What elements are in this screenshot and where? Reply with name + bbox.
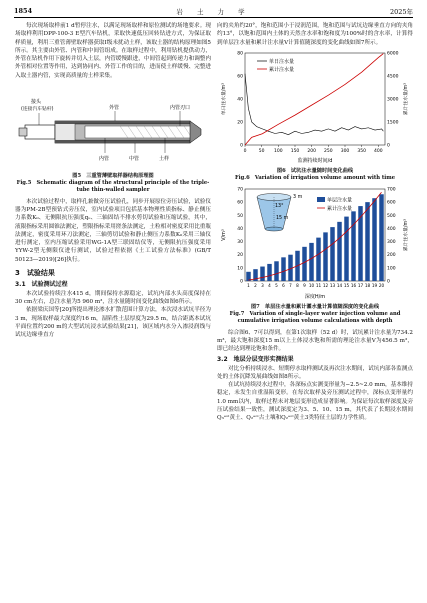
y-tick-label: 30 — [237, 239, 243, 245]
x-tick-label: 14 — [336, 282, 343, 288]
bar-single-layer — [281, 257, 285, 281]
x-tick-label: 8 — [296, 282, 299, 288]
y2-tick-label: 400 — [387, 226, 396, 232]
label-mid-tube: 中管 — [129, 155, 140, 162]
x-tick-label: 250 — [324, 148, 333, 154]
x-tick-label: 3 — [261, 282, 264, 288]
figure-7-caption-cn: 图7 单层注水量和累计灌水量计算值随深度的变化曲线 — [250, 303, 380, 310]
y-tick-label: 10 — [237, 266, 243, 272]
figure-5-sampler-diagram — [15, 83, 211, 171]
x-tick-label: 2 — [254, 282, 257, 288]
irrigation-time-chart — [217, 47, 413, 167]
legend-cumulative: 累计注水量 — [327, 205, 353, 212]
bar-single-layer — [267, 264, 271, 281]
bar-single-layer — [323, 232, 327, 281]
x-tick-label: 15 — [343, 282, 350, 288]
label-soil-sample: 土样 — [159, 155, 170, 162]
bar-single-layer — [330, 227, 334, 281]
page-header — [14, 7, 413, 17]
y-axis-label-right: 累计注水量/m³ — [404, 82, 409, 115]
y-tick-label: 60 — [237, 200, 243, 206]
journal-title: 岩 土 力 学 — [176, 8, 251, 16]
y-axis-label-left: 单日注水量/m³ — [222, 82, 227, 115]
label-outer-tube: 外管 — [109, 104, 120, 111]
page-number: 1854 — [14, 7, 33, 15]
figure-7-caption-en: Fig.7 Variation of single-layer water injection volume and cumulative irrigation volume calculations with depth — [229, 310, 401, 324]
x-tick-label: 13 — [329, 282, 336, 288]
journal-year: 2025年 — [389, 8, 413, 16]
x-tick-label: 400 — [374, 148, 383, 154]
x-tick-label: 7 — [289, 282, 292, 288]
injection-depth-chart — [217, 185, 413, 303]
x-tick-label: 300 — [340, 148, 350, 154]
x-tick-label: 20 — [378, 282, 385, 288]
y-tick-label: 40 — [237, 226, 243, 232]
figure-6-caption-cn: 图6 试坑注水量随时间变化曲线 — [276, 167, 354, 174]
x-axis-label: 深度H/m — [304, 293, 326, 300]
x-tick-label: 17 — [357, 282, 364, 288]
cone-angle-label: 13° — [275, 203, 284, 209]
y-tick-label: 70 — [237, 187, 243, 193]
label-inner-cutting-edge: 内管刃口 — [170, 104, 191, 111]
x-axis-label: 监测持续时间/d — [297, 157, 333, 164]
bar-single-layer — [344, 216, 348, 280]
x-tick-label: 12 — [322, 282, 329, 288]
y2-tick-label: 0 — [387, 279, 390, 285]
y2-tick-label: 4500 — [387, 74, 399, 80]
cone-top-label: 3 m — [293, 194, 303, 200]
cone-inset — [257, 193, 303, 231]
x-tick-label: 150 — [290, 148, 300, 154]
figure-6-caption-en: Fig.6 Variation of irrigation volume amount with time — [235, 174, 395, 181]
paragraph: 本次试验持续注水415 d，期间保持水源稳定，试坑内部水头高度保持在30 cm左右，总注水量为5 960 m³，注水量随时间变化曲线如图6所示。 — [15, 290, 211, 305]
y2-tick-label: 6000 — [387, 51, 399, 57]
sampler-diagram — [15, 83, 211, 171]
x-tick-label: 200 — [307, 148, 316, 154]
section-heading-3-2: 3.2 地层分层变形实测结果 — [217, 355, 294, 363]
y2-tick-label: 1500 — [387, 120, 399, 126]
x-tick-label: 9 — [303, 282, 306, 288]
bar-single-layer — [351, 211, 355, 281]
x-tick-label: 6 — [282, 282, 285, 288]
paragraph: 对比分析持续浸水、短期停水取样测试及再次注水期间，试坑内部各监测点处的土体沉降发展曲线如图8所示。 — [217, 365, 413, 380]
x-tick-label: 18 — [364, 282, 371, 288]
paragraph: 综合图6、7可以得到，在第1次取样（52 d）时，试坑累计注水量为734.2 m³，最大饱和深度15 m以上土体浸水饱和所需的理论注水量V为456.5 m³，即已经达到理论饱和条件。 — [217, 329, 413, 353]
bar-single-layer — [379, 194, 383, 281]
bar-single-layer — [260, 266, 264, 280]
y2-tick-label: 100 — [387, 266, 396, 272]
y2-tick-label: 700 — [387, 187, 396, 193]
header-rule — [14, 17, 413, 18]
y-tick-label: 60 — [237, 74, 243, 80]
figure-7-chart — [217, 185, 413, 303]
paragraph: 依据梁庆国等[20]所提出理论渗水扩散范围计算方法，本次浸水试坑半径为3 m，现场取样最大深度约16 m，湿陷性土层厚度为29.5 m，结合距离本试坑平面位置约200 m的大型试坑浸水试验结果[21]，该区域内水分入渗浸润线与试坑边缘垂直方 — [15, 307, 211, 338]
section-heading-3-1: 3.1 试验测试过程 — [15, 280, 68, 288]
y2-tick-label: 500 — [387, 213, 396, 219]
bar-single-layer — [274, 261, 278, 281]
paragraph: 本次试验过程中，取样孔兼做旁压试验孔，同步开展原位旁压试验，试验仪器为PM-2B型预钻式旁压仪，室内试验项目包括基本物理性质指标、静止侧压力系数K₀、无侧限抗压强度qᵤ、三轴固结不排水剪切试验和压缩试验，其中，液限指标采用圆锥法测定，塑限指标采用搓条法测定，土粒相对密度采用比重瓶法测定，密度采用环刀法测定，三轴剪切试验和静止侧压力系数K₀采用三轴仪进行测定，室内压缩试验采用WG-1A型三联固结仪等，无侧限抗压强度采用YYW-2型无侧限仪进行测试，试验过程依据《土工试验方法标准》(GB/T 50123—2019)[26]执行。 — [15, 198, 211, 263]
x-tick-label: 50 — [258, 148, 265, 154]
right-column — [217, 22, 413, 422]
paragraph: 每次现场取样前1 d暂停注水，以满足现场取样和原位测试的场地要求。现场取样利用DPP-100-3 E型汽车钻机，采取快速低压回转钻进方式，为保证取样质量，利用三重管薄壁取样器获取Ⅰ级未扰动土样，该取土器的结构原理如图5所示。其主要由外管、内管和中间管组成。在取样过程中，利用钻机提供动力，外管在钻机作用下旋转并切入土层，内管缓慢跟进，中间管起到传递力和调整内外管相对位置等作用，达到协同内、外管工作的目的，进而使土样缓慢、完整进入取土器内管，实现高质量的土样采集。 — [15, 23, 211, 79]
bar-single-layer — [365, 202, 369, 281]
legend-single-layer: 单层注水量 — [327, 197, 353, 204]
figure-6-chart — [217, 47, 413, 167]
x-tick-label: 16 — [350, 282, 357, 288]
section-heading-3: 3 试验结果 — [15, 268, 55, 277]
y2-tick-label: 3000 — [387, 97, 399, 103]
y-tick-label: 20 — [237, 252, 243, 258]
legend-cumulative: 累计注水量 — [269, 66, 295, 73]
x-tick-label: 100 — [274, 148, 283, 154]
x-tick-label: 1 — [247, 282, 250, 288]
figure-5-caption-en: Fig.5 Schematic diagram of the structural principle of the triple-tube thin-walled sampler — [16, 179, 210, 193]
x-tick-label: 10 — [308, 282, 315, 288]
x-tick-label: 5 — [275, 282, 278, 288]
bar-single-layer — [337, 222, 341, 281]
bar-single-layer — [302, 247, 306, 281]
y-tick-label: 20 — [237, 120, 243, 126]
cone-depth-label: 15 m — [276, 215, 289, 221]
y2-tick-label: 600 — [387, 200, 396, 206]
y2-tick-label: 300 — [387, 239, 396, 245]
x-tick-label: 11 — [315, 282, 322, 288]
x-tick-label: 0 — [243, 148, 247, 154]
series-daily-volume — [245, 73, 383, 134]
paragraph: 向的夹角约20°，饱和范围小于浸润范围，饱和范围与试坑边缘垂直方向的夹角约13°，以饱和范围内土体的天然含水率和饱和度为100%时的含水率，计算得到单层注水量和累计注水量V计算值随深度的变化曲线如图7所示。 — [217, 23, 413, 46]
label-inner-tube: 内管 — [99, 155, 110, 162]
label-joint: 接头 — [31, 98, 42, 105]
paragraph: 在试坑持续浸水过程中，各深标点实测变形量为−2.5~2.0 mm，基本维持稳定，未发生自重湿陷变形。在每次取样及旁压测试过程中，深标点变形量约1.0 mm以内，取样过程未对地层变形造成显著影响。为保证每次取样深度及旁压试验结果一致性，测试深度定为3、5、10、15 m，其代表了长期浸水期间Q₃ᵉᵒˡ黄土、Q₂ᵉᵒˡ古土壤和Q₂ᵉᵒˡ黄土3类特征土层的力学性质。 — [217, 382, 413, 421]
bar-single-layer — [372, 198, 376, 281]
figure-5-caption-cn: 图5 三重管薄壁取样器结构原理图 — [72, 172, 154, 179]
x-tick-label: 350 — [357, 148, 366, 154]
y-axis-label-left: V/m³ — [222, 229, 227, 241]
bar-single-layer — [316, 237, 320, 280]
y2-tick-label: 0 — [387, 143, 390, 149]
y-tick-label: 0 — [240, 143, 243, 149]
y2-tick-label: 200 — [387, 252, 396, 258]
left-column — [15, 22, 211, 339]
x-tick-label: 19 — [371, 282, 378, 288]
y-tick-label: 0 — [240, 279, 243, 285]
y-tick-label: 40 — [237, 97, 243, 103]
series-cumulative-volume — [245, 53, 383, 144]
y-tick-label: 80 — [237, 51, 243, 57]
bar-single-layer — [309, 243, 313, 281]
legend-daily: 单日注水量 — [269, 58, 295, 65]
label-joint-sub: (连接汽车钻杆) — [21, 106, 54, 112]
y-tick-label: 50 — [237, 213, 243, 219]
y-axis-label-right: 累计注水量/m³ — [404, 218, 409, 251]
x-tick-label: 4 — [268, 282, 271, 288]
